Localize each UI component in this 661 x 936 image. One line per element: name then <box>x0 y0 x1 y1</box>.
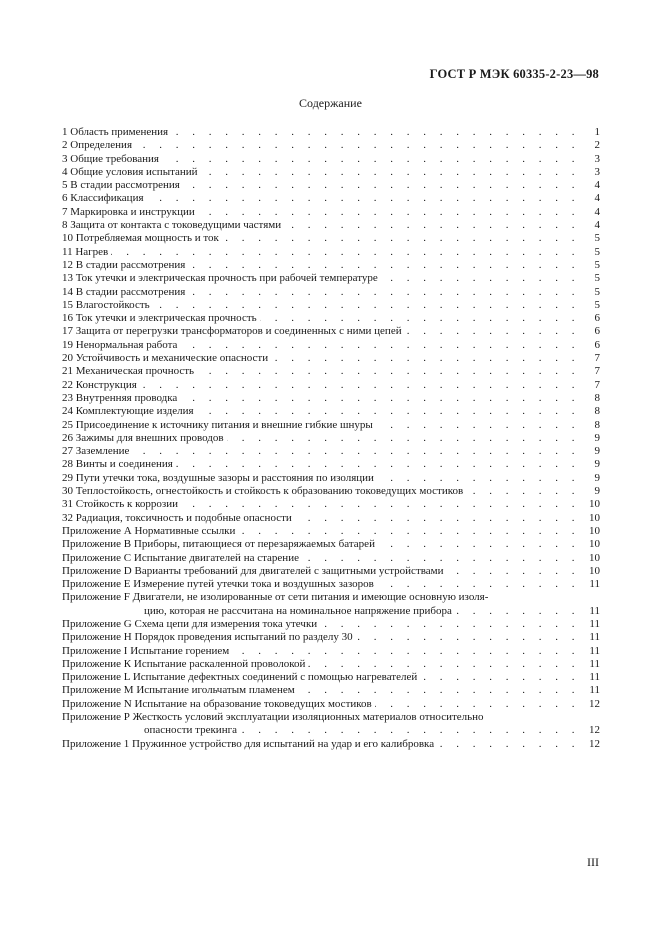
toc-entry-text: 16 Ток утечки и электрическая прочность <box>62 312 257 325</box>
dot-leader <box>162 153 580 166</box>
toc-page-number: 5 <box>594 285 600 298</box>
toc-entry-text: 32 Радиация, токсичность и подобные опасности <box>62 511 292 524</box>
toc-page-number: 9 <box>594 458 600 471</box>
toc-page-number: 7 <box>594 365 600 378</box>
toc-page-number: 5 <box>594 245 600 258</box>
toc-entry-text: 23 Внутренняя проводка <box>62 391 178 404</box>
dot-leader <box>132 445 580 458</box>
toc-entry-text: 1 Область применения <box>62 126 169 138</box>
toc-entry-text: Приложение Н Порядок проведения испытаний по разделу 30 <box>62 631 353 644</box>
dot-leader <box>381 272 580 285</box>
toc-page-number: 8 <box>594 418 600 431</box>
toc-page-number: 12 <box>589 724 600 737</box>
toc-page-number: 1 <box>594 126 600 138</box>
dot-leader <box>201 166 580 179</box>
toc-entry-text: Приложение L Испытание дефектных соединений с помощью нагревателей <box>62 671 418 684</box>
toc-entry-text: 31 Стойкость к коррозии <box>62 498 179 511</box>
toc-entry[interactable] <box>62 538 600 551</box>
toc-entry-text: 14 В стадии рассмотрения <box>62 285 186 298</box>
toc-entry-text: 26 Зажимы для внешних проводов <box>62 431 224 444</box>
toc-entry[interactable] <box>62 352 600 365</box>
dot-leader <box>183 179 580 192</box>
toc-entry[interactable] <box>62 379 600 392</box>
toc-entry[interactable] <box>62 325 600 338</box>
toc-entry[interactable] <box>62 219 600 232</box>
toc-entry-text: Приложение N Испытание на образование токоведущих мостиков <box>62 697 372 710</box>
toc-page-number: 12 <box>589 737 600 750</box>
dot-leader <box>447 565 580 578</box>
dot-leader <box>378 538 580 551</box>
toc-entry[interactable] <box>62 591 600 618</box>
toc-entry-text: 4 Общие условия испытаний <box>62 165 198 178</box>
toc-entry[interactable] <box>62 565 600 578</box>
dot-leader <box>188 259 580 272</box>
toc-entry[interactable] <box>62 458 600 471</box>
dot-leader <box>180 339 580 352</box>
toc-page-number: 4 <box>594 179 600 192</box>
dot-leader <box>238 525 580 538</box>
toc-entry-text: Приложение 1 Пружинное устройство для испытаний на удар и его калибровка <box>62 737 435 750</box>
toc-page-number: 11 <box>589 671 600 684</box>
toc-page-number: 10 <box>589 511 600 524</box>
toc-page-number: 9 <box>594 445 600 458</box>
dot-leader <box>466 485 580 498</box>
toc-entry[interactable] <box>62 179 600 192</box>
dot-leader <box>260 312 580 325</box>
toc-entry-text: 7 Маркировка и инструкции <box>62 205 195 218</box>
toc-entry-text: цию, которая не рассчитана на номинальное напряжение прибора <box>144 604 452 617</box>
toc-page-number: 9 <box>594 485 600 498</box>
dot-leader <box>135 139 580 152</box>
toc-entry-text: 10 Потребляемая мощность и ток <box>62 232 219 245</box>
toc-entry[interactable] <box>62 153 600 166</box>
dot-leader <box>298 684 580 697</box>
toc-entry-text: Приложение К Испытание раскаленной проволокой <box>62 657 306 670</box>
toc-page-number: 5 <box>594 258 600 271</box>
toc-entry[interactable] <box>62 485 600 498</box>
toc-page-number: 11 <box>589 631 600 644</box>
toc-entry[interactable] <box>62 405 600 418</box>
toc-entry-text: Приложение В Приборы, питающиеся от перезаряжаемых батарей <box>62 538 375 551</box>
toc-entry-text: 19 Ненормальная работа <box>62 338 178 351</box>
dot-leader <box>227 432 580 445</box>
toc-entry[interactable] <box>62 272 600 285</box>
toc-entry[interactable] <box>62 286 600 299</box>
toc-page-number: 11 <box>589 644 600 657</box>
toc-entry[interactable] <box>62 618 600 631</box>
toc-entry[interactable] <box>62 445 600 458</box>
dot-leader <box>188 286 580 299</box>
toc-entry-text: Приложение D Варианты требований для двигателей с защитными устройствами <box>62 564 444 577</box>
toc-entry[interactable] <box>62 299 600 312</box>
dot-leader <box>377 472 580 485</box>
toc-entry-text: 25 Присоединение к источнику питания и внешние гибкие шнуры <box>62 418 373 431</box>
document-code: ГОСТ Р МЭК 60335-2-23—98 <box>429 67 599 81</box>
dot-leader <box>356 631 580 644</box>
toc-entry[interactable] <box>62 365 600 378</box>
toc-entry-text: 11 Нагрев <box>62 245 109 258</box>
toc-entry[interactable] <box>62 206 600 219</box>
toc-entry-text: 27 Заземление <box>62 445 130 458</box>
toc-entry[interactable] <box>62 671 600 684</box>
toc-entry[interactable] <box>62 259 600 272</box>
toc-page-number: 12 <box>589 697 600 710</box>
toc-entry[interactable] <box>62 552 600 565</box>
toc-entry-text: 3 Общие требования <box>62 152 159 165</box>
toc-entry-text: Приложение А Нормативные ссылки <box>62 524 236 537</box>
toc-entry[interactable] <box>62 472 600 485</box>
toc-page-number: 10 <box>589 498 600 511</box>
toc-entry[interactable] <box>62 339 600 352</box>
toc-page-number: 4 <box>594 219 600 232</box>
toc-entry[interactable] <box>62 419 600 432</box>
toc-entry[interactable] <box>62 166 600 179</box>
toc-page-number: 8 <box>594 405 600 418</box>
toc-entry-text: 6 Классификация <box>62 192 144 205</box>
toc-entry[interactable] <box>62 698 600 711</box>
dot-leader <box>147 192 580 205</box>
dot-leader <box>232 645 580 658</box>
toc-entry-text: 22 Конструкция <box>62 378 137 391</box>
toc-entry-text: 8 Защита от контакта с токоведущими частями <box>62 219 282 232</box>
toc-page-number: 11 <box>589 617 600 630</box>
toc-entry[interactable] <box>62 525 600 538</box>
dot-leader <box>222 232 580 245</box>
toc-entry-text: 5 В стадии рассмотрения <box>62 179 180 192</box>
page-number: III <box>587 855 599 869</box>
dot-leader <box>198 206 580 219</box>
toc-entry[interactable] <box>62 738 600 751</box>
dot-leader <box>375 698 580 711</box>
toc-entry-text: 28 Винты и соединения <box>62 458 173 471</box>
dot-leader <box>320 618 580 631</box>
toc-page-number: 3 <box>594 165 600 178</box>
toc-entry[interactable] <box>62 392 600 405</box>
dot-leader <box>308 658 580 671</box>
toc-page-number: 7 <box>594 378 600 391</box>
toc-entry[interactable] <box>62 126 600 139</box>
toc-entry[interactable] <box>62 246 600 259</box>
toc-entry[interactable] <box>62 432 600 445</box>
toc-entry-text: Приложение Е Измерение путей утечки тока и воздушных зазоров <box>62 578 374 591</box>
toc-page-number: 5 <box>594 272 600 285</box>
toc-entry-text: 21 Механическая прочность <box>62 365 195 378</box>
toc-page-number: 11 <box>589 578 600 591</box>
toc-page-number: 9 <box>594 431 600 444</box>
dot-leader <box>420 671 580 684</box>
dot-leader <box>437 738 580 751</box>
toc-entry[interactable] <box>62 645 600 658</box>
dot-leader <box>271 352 580 365</box>
toc-entry-text: 30 Теплостойкость, огнестойкость и стойкость к образованию токоведущих мостиков <box>62 485 464 498</box>
dot-leader <box>171 126 580 139</box>
toc-page-number: 7 <box>594 352 600 365</box>
dot-leader <box>284 219 580 232</box>
dot-leader <box>377 578 580 591</box>
toc-page-number: 10 <box>589 564 600 577</box>
dot-leader <box>295 512 580 525</box>
toc-page-number: 8 <box>594 391 600 404</box>
dot-leader <box>176 458 580 471</box>
toc-entry[interactable] <box>62 578 600 591</box>
dot-leader <box>197 405 580 418</box>
toc-entry[interactable] <box>62 631 600 644</box>
toc-page-number: 6 <box>594 338 600 351</box>
dot-leader <box>455 605 580 618</box>
dot-leader <box>302 552 580 565</box>
toc-entry[interactable] <box>62 658 600 671</box>
toc-page-number: 11 <box>589 604 600 617</box>
dot-leader <box>197 365 580 378</box>
toc-entry-text: Приложение М Испытание игольчатым пламенем <box>62 684 295 697</box>
toc-page-number: 11 <box>589 684 600 697</box>
toc-entry[interactable] <box>62 139 600 152</box>
toc-page-number: 9 <box>594 471 600 484</box>
toc-page-number: 4 <box>594 192 600 205</box>
dot-leader <box>376 419 580 432</box>
toc-page-number: 10 <box>589 551 600 564</box>
toc-entry[interactable] <box>62 232 600 245</box>
dot-leader <box>140 379 580 392</box>
toc-entry-text: 12 В стадии рассмотрения <box>62 258 186 271</box>
toc-page-number: 10 <box>589 538 600 551</box>
dot-leader <box>181 498 580 511</box>
toc-page-number: 5 <box>594 298 600 311</box>
dot-leader <box>240 724 580 737</box>
toc-entry-text: Приложение G Схема цепи для измерения тока утечки <box>62 617 318 630</box>
dot-leader <box>405 325 580 338</box>
toc-entry[interactable] <box>62 192 600 205</box>
toc-page-number: 5 <box>594 232 600 245</box>
toc-entry-text: Приложение I Испытание горением <box>62 644 230 657</box>
table-of-contents <box>62 126 600 751</box>
toc-entry-text: Приложение С Испытание двигателей на старение <box>62 551 299 564</box>
toc-entry-text: 15 Влагостойкость <box>62 298 150 311</box>
toc-entry-text: 24 Комплектующие изделия <box>62 405 194 418</box>
toc-entry-text: 17 Защита от перегрузки трансформаторов и соединенных с ними цепей <box>62 325 402 338</box>
toc-entry[interactable] <box>62 711 600 738</box>
toc-entry[interactable] <box>62 684 600 697</box>
toc-entry-text: Приложение F Двигатели, не изолированные от сети питания и имеющие основную изоля- <box>62 591 489 604</box>
toc-entry[interactable] <box>62 512 600 525</box>
dot-leader <box>180 392 580 405</box>
toc-page-number: 2 <box>594 139 600 152</box>
toc-page-number: 11 <box>589 657 600 670</box>
toc-page-number: 4 <box>594 205 600 218</box>
dot-leader <box>111 246 580 259</box>
toc-page-number: 10 <box>589 524 600 537</box>
toc-entry[interactable] <box>62 312 600 325</box>
dot-leader <box>153 299 580 312</box>
toc-page-number: 6 <box>594 312 600 325</box>
page-title: Содержание <box>299 96 362 110</box>
toc-entry-text: 20 Устойчивость и механические опасности <box>62 352 269 365</box>
toc-page-number: 6 <box>594 325 600 338</box>
toc-page-number: 3 <box>594 152 600 165</box>
toc-entry-text: 13 Ток утечки и электрическая прочность при рабочей температуре <box>62 272 378 285</box>
toc-entry-text: 2 Определения <box>62 139 133 152</box>
toc-entry-text: 29 Пути утечки тока, воздушные зазоры и расстояния по изоляции <box>62 471 374 484</box>
toc-entry-text: опасности трекинга <box>144 724 237 737</box>
toc-entry-text: Приложение Р Жесткость условий эксплуатации изоляционных материалов относительно <box>62 711 484 724</box>
toc-entry[interactable] <box>62 498 600 511</box>
